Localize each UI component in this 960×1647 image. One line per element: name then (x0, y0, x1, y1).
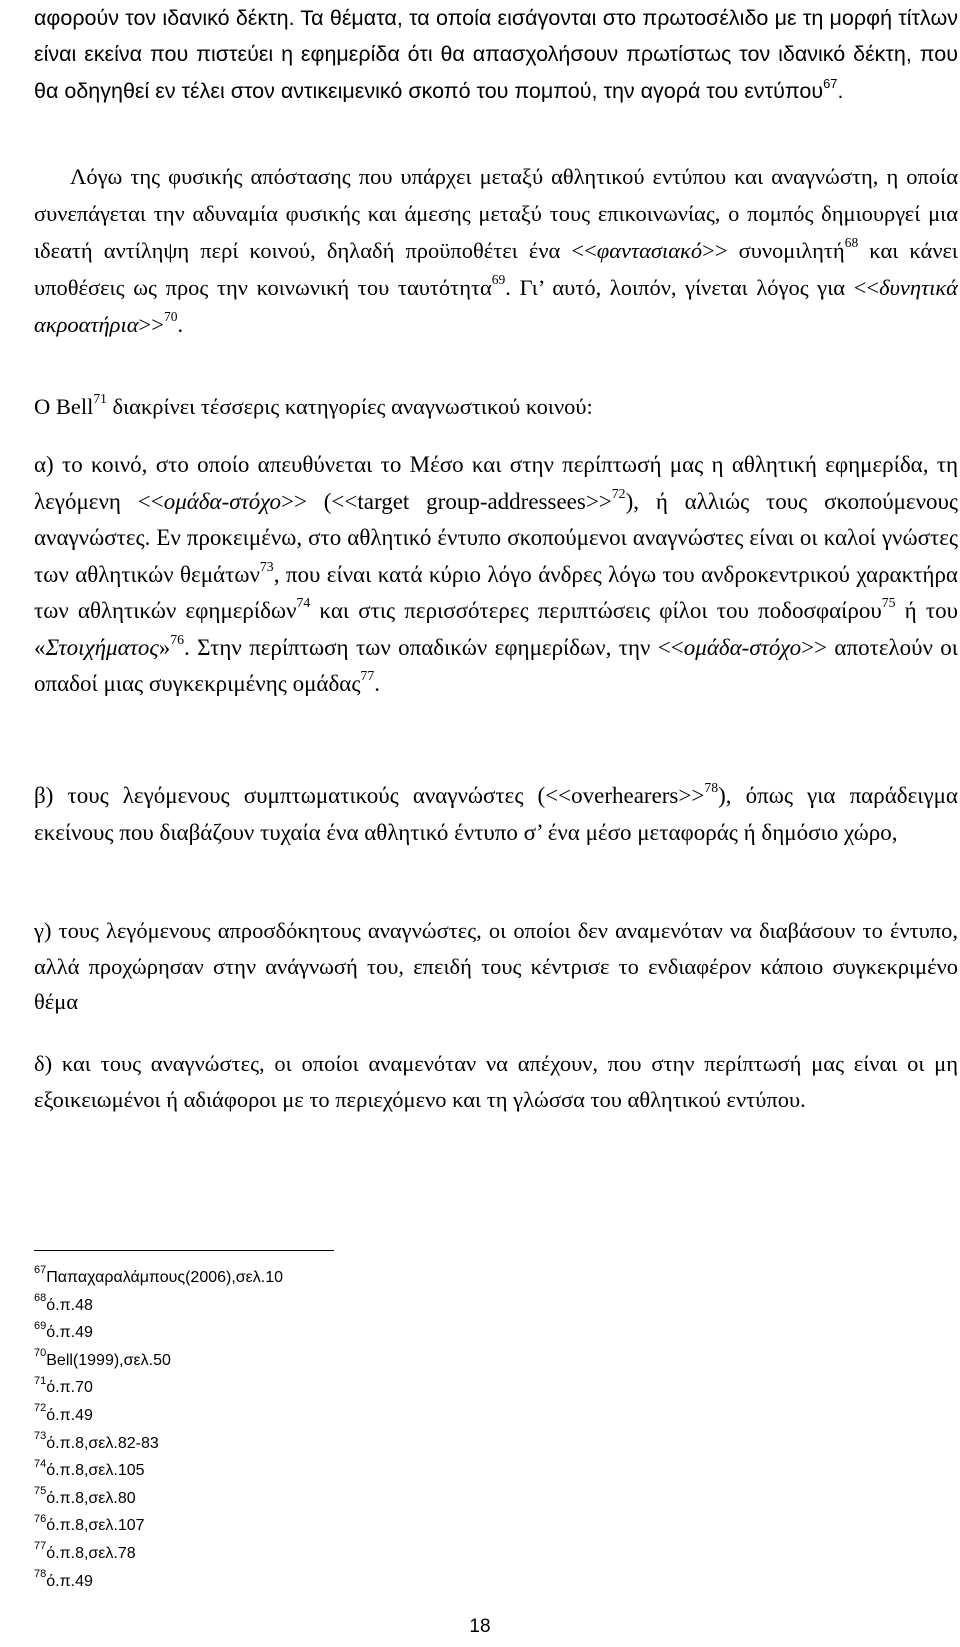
paragraph-ideal-reader: αφορούν τον ιδανικό δέκτη. Τα θέματα, τα οποία εισάγονται στο πρωτοσέλιδο με τη μορφή τίτλων είναι εκείνα που πιστεύει η εφημερίδα ότι θα απασχολήσουν πρωτίστως τον ιδανικό δέκτη, που θα οδηγηθεί εν τέλει στον αντικειμενικό σκοπό του πομπού, την αγορά του εντύπου$^{67}$. (34, 6, 958, 103)
footnote-item: $^{78}$ό.π.49 (34, 1568, 93, 1590)
footnote-item: $^{74}$ό.π.8,σελ.105 (34, 1457, 145, 1480)
footnote-item: $^{72}$ό.π.49 (34, 1402, 93, 1424)
paragraph-physical-distance: Λόγω της φυσικής απόστασης που υπάρχει μεταξύ αθλητικού εντύπου και αναγνώστη, η οποία συνεπάγεται την αδυναμία φυσικής και άμεσης μεταξύ τους επικοινωνίας, ο πομπός δημιουργεί μια ιδεατή αντίληψη περί κοινού, δηλαδή προϋποθέτει ένα <<φαντασιακό>> συνομιλητή$^{68}$ και κάνει υποθέσεις ως προς την κοινωνική του ταυτότητα$^{69}$. Γι’ αυτό, λοιπόν, γίνεται λόγος για <<δυνητικά ακροατήρια>>$^{70}$. (34, 164, 958, 337)
footnote-item: $^{76}$ό.π.8,σελ.107 (34, 1512, 145, 1535)
footnote-item: $^{68}$ό.π.48 (34, 1292, 93, 1314)
footnote-ref-71[interactable]: 71 (93, 391, 107, 407)
footnotes (34, 1264, 534, 1595)
paragraph-category-b: β) τους λεγόμενους συμπτωματικούς αναγνώστες (<<overhearers>>$^{78}$), όπως για παράδειγμα εκείνους που διαβάζουν τυχαία ένα αθλητικό έντυπο σ’ ένα μέσο μεταφοράς ή δημόσιο χώρο, (34, 780, 958, 845)
footnote-item: $^{73}$ό.π.8,σελ.82-83 (34, 1430, 159, 1452)
footnote-separator (34, 1250, 334, 1251)
footnote-ref-74[interactable]: 74 (296, 595, 311, 611)
footnote-ref-70[interactable]: 70 (163, 309, 178, 325)
page-number: 18 (469, 1616, 491, 1637)
footnote-ref-67[interactable]: 67 (823, 75, 838, 91)
paragraph-category-d: δ) και τους αναγνώστες, οι οποίοι αναμενόταν να απέχουν, που στην περίπτωσή μας είναι οι μη εξοικειωμένοι ή αδιάφοροι με το περιεχόμενο και τη γλώσσα του αθλητικού εντύπου. (34, 1051, 958, 1112)
footnote-item: $^{70}$Bell(1999),σελ.50 (34, 1347, 171, 1369)
paragraph-category-c: γ) τους λεγόμενους απροσδόκητους αναγνώστες, οι οποίοι δεν αναμενόταν να διαβάσουν το έντυπο, αλλά προχώρησαν στην ανάγνωσή του, επειδή τους κέντρισε το ενδιαφέρον κάποιο συγκεκριμένο θέμα (34, 918, 958, 1014)
paragraph-category-a: α) το κοινό, στο οποίο απευθύνεται το Μέσο και στην περίπτωσή μας η αθλητική εφημερίδα, τη λεγόμενη <<ομάδα-στόχο>> (<<target group-addressees>>$^{72}$), ή αλλιώς τους σκοπούμενους αναγνώστες. Εν προκειμένω, στο αθλητικό έντυπο σκοπούμενοι αναγνώστες είναι οι καλοί γνώστες των αθλητικών θεμάτων$^{73}$, που είναι κατά κύριο λόγο άνδρες λόγω του ανδροκεντρικού χαρακτήρα των αθλητικών εφημερίδων$^{74}$ και στις περισσότερες περιπτώσεις φίλοι του ποδοσφαίρου$^{75}$ ή του «Στοιχήματος»$^{76}$. Στην περίπτωση των οπαδικών εφημερίδων, την <<ομάδα-στόχο>> αποτελούν οι οπαδοί μιας συγκεκριμένης ομάδας$^{77}$. (34, 452, 958, 696)
footnote-ref-75[interactable]: 75 (881, 595, 896, 611)
footnote-ref-69[interactable]: 69 (491, 272, 506, 288)
footnote-ref-73[interactable]: 73 (259, 558, 274, 574)
footnote-ref-72[interactable]: 72 (611, 485, 626, 501)
footnote-item: $^{77}$ό.π.8,σελ.78 (34, 1540, 136, 1562)
footnote-ref-68[interactable]: 68 (844, 235, 859, 251)
footnote-ref-76[interactable]: 76 (170, 631, 185, 647)
paragraph-bell-categories: Ο Bell$^{71}$ διακρίνει τέσσερις κατηγορίες αναγνωστικού κοινού: (34, 391, 593, 419)
footnote-ref-78[interactable]: 78 (704, 780, 719, 796)
footnote-item: $^{71}$ό.π.70 (34, 1374, 93, 1397)
footnote-item: $^{75}$ό.π.8,σελ.80 (34, 1485, 136, 1507)
footnote-ref-77[interactable]: 77 (360, 668, 375, 684)
footnote-item: $^{67}$Παπαχαραλάμπους(2006),σελ.10 (34, 1264, 284, 1286)
footnote-item: $^{69}$ό.π.49 (34, 1319, 93, 1342)
